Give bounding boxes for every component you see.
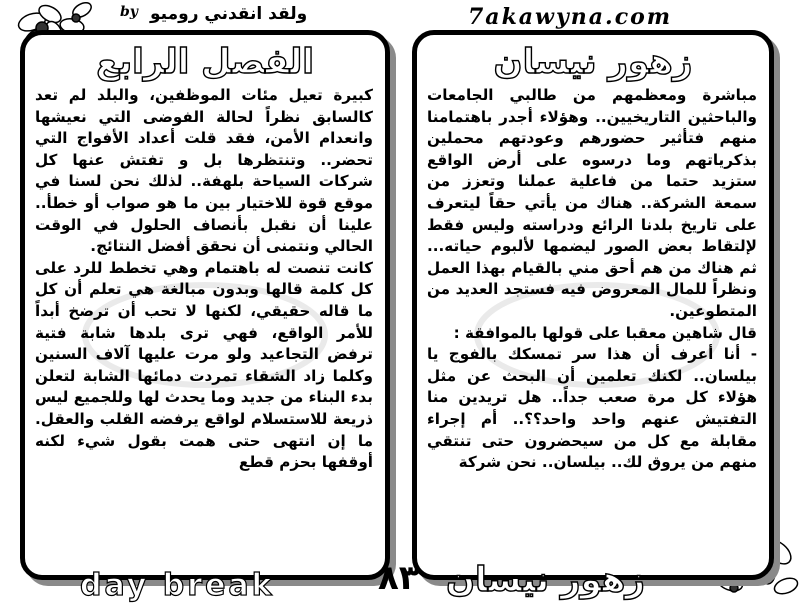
site-caption: 7akawyna.com [468, 4, 673, 30]
chapter-title: الفصل الرابع [96, 42, 314, 82]
header-caption-left: ولقد انقدني روميو [150, 4, 308, 24]
page-number: ٨٣ [378, 558, 420, 598]
footer-right-text: زهور نيسان [446, 560, 645, 600]
paragraph: قال شاهين معقبا على قولها بالموافقة : [453, 323, 757, 342]
left-page-panel [20, 30, 390, 580]
paragraph: كبيرة تعيل مئات الموظفين، والبلد لم تعد كالسابق نظراً لحالة الفوضى التي نعيشها وانعدام الأمن، فقد قلت أعداد الأفواج التي تحضر.. وتنتظرها بل و تفتش عنها كل شركات السياحة بلهفة.. لذلك نحن لسنا في موقع قوة للاختيار بين ما هو صواب أو خطأ.. علينا أن نقبل بأنصاف الحلول في الوقت الحالي ونتمنى أن نحقق أفضل النتائج. [35, 86, 373, 256]
watermark-icon [75, 275, 335, 395]
watermark-icon [467, 275, 727, 395]
by-label: by [120, 4, 138, 20]
right-page-panel [412, 30, 774, 580]
book-title: زهور نيسان [493, 42, 693, 82]
paragraph: - أنا أعرف أن هذا سر تمسكك بالفوج يا بيلسان.. لكنك تعلمين أن البحث عن مثل هؤلاء كل مرة صعب جداً.. هل تريدين منا التفتيش عنهم واحد واحد؟؟.. أم إجراء مقابلة مع كل من سيحضرون حتى تنتقي منهم من يروق لك.. بيلسان.. نحن شركة [427, 345, 757, 472]
paragraph: مباشرة ومعظمهم من طالبي الجامعات والباحثين التاريخيين.. وهؤلاء أجدر باهتمامنا منهم فتأثير حضورهم وعودتهم محملين بذكرياتهم وما درسوه على أرض الواقع ستزيد حتما من فاعلية عملنا وتعزز من سمعة الشركة.. هناك من يأتي حقاً ليتعرف على تاريخ بلدنا الرائع ودراسته وليس فقط لإلتقاط بعض الصور ليضمها لألبوم حياته... ثم هناك من هم أحق مني بالقيام بهذا العمل ونظراً للمال المعروض فيه فستجد العديد من المتطوعين. [427, 86, 757, 320]
footer-left-text: day break [80, 568, 275, 603]
paragraph: كانت تنصت له باهتمام وهي تخطط للرد على كل كلمة قالها وبدون مبالغة هي تعلم أن كل ما قاله حقيقي، لكنها لا تحب أن ترضخ أبداً للأمر الواقع، فهي ترى بلدها شابة فتية ترفض التجاعيد ولو مرت عليها آلاف السنين وكلما زاد الشقاء تمردت دمائها الشابة لتعلن بدء البناء من جديد وما يحدث لها وللجميع ليس ذريعة للاستسلام لواقع يرفضه القلب والعقل. ما إن انتهى حتى همت بقول شيء لكنه أوقفها بحزم قطع [35, 258, 373, 472]
